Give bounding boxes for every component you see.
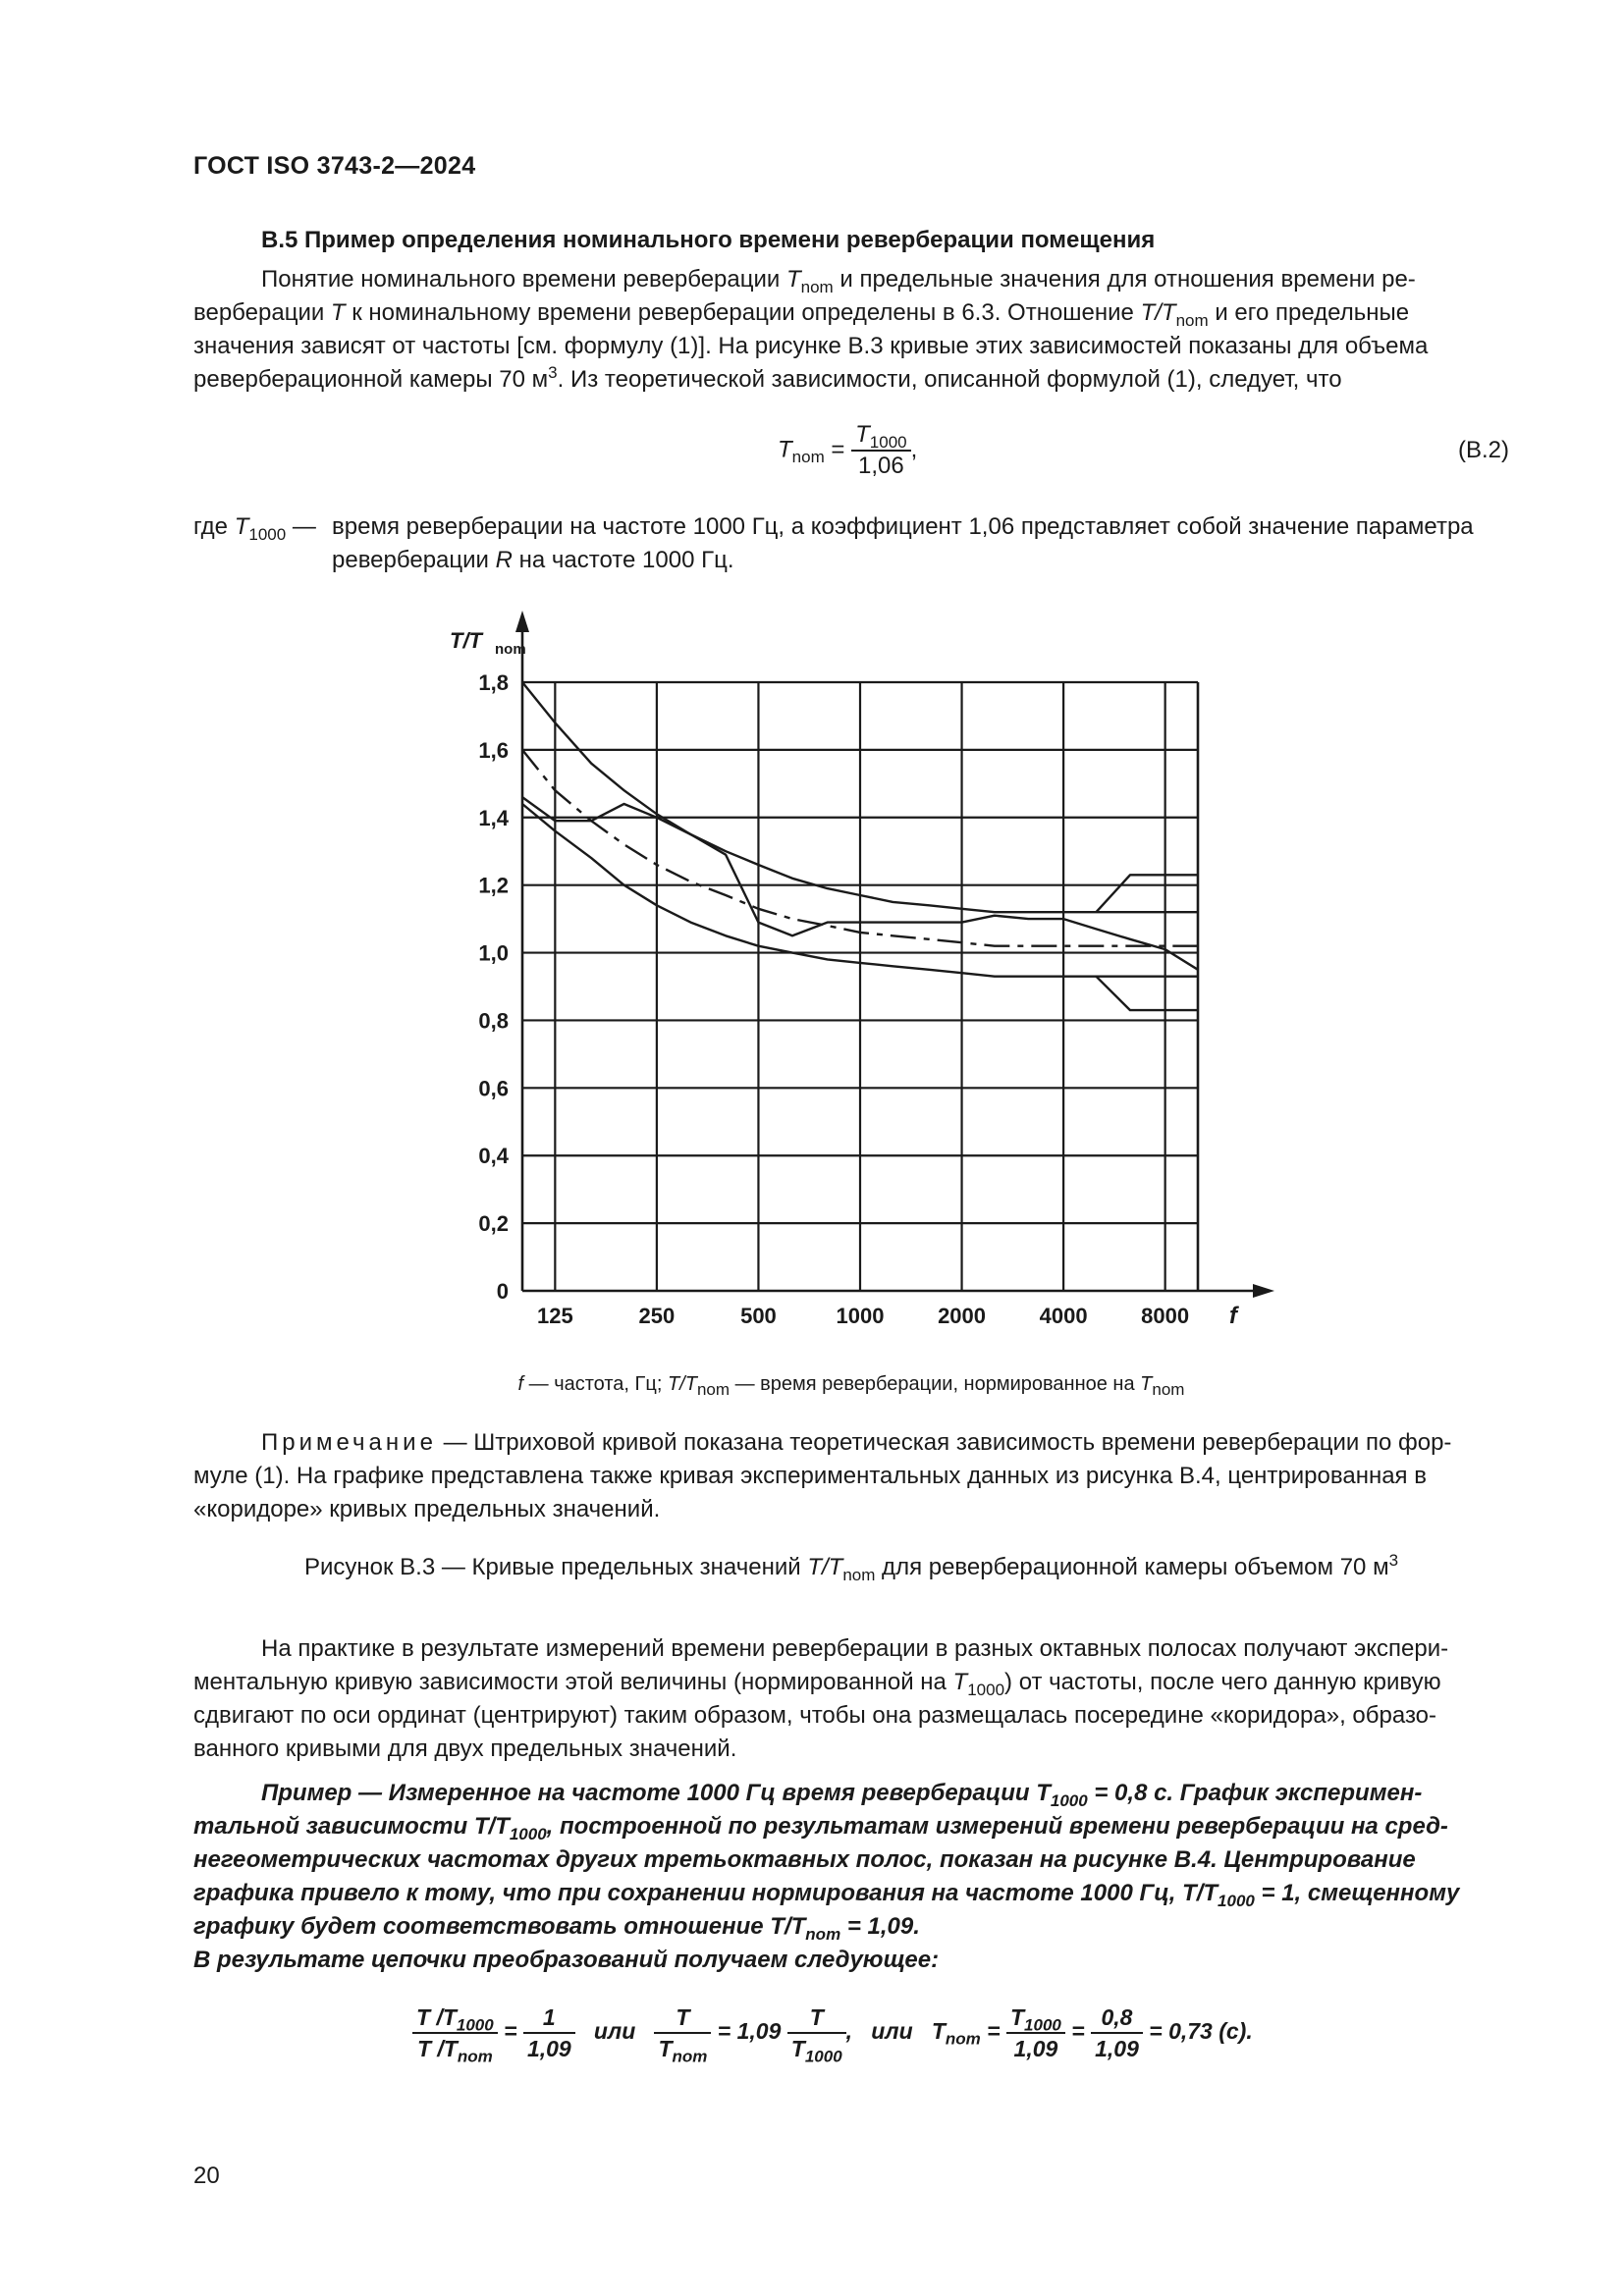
x-tick-label: 250 xyxy=(638,1304,676,1328)
paragraph-practice: На практике в результате измерений времени реверберации в разных октавных полосах получают экспери- ментальную кривую зависимости этой величины (нормированной на $T_{1000}$) от частоты, после чего данную кривую сдвигают по оси ординат (центрируют) таким образом, чтобы она размещалась посередине «коридора», образо- ванного кривыми для двух предельных значений. xyxy=(193,1635,1449,1762)
x-tick-label: 125 xyxy=(536,1304,573,1328)
y-tick-label: 1,4 xyxy=(478,805,509,830)
y-tick-label: 1,6 xyxy=(478,737,509,763)
y-tick-label: 1,8 xyxy=(478,670,509,695)
page-number: 20 xyxy=(193,2163,220,2189)
paragraph-intro: Понятие номинального времени реверберации $T_{nom}$ и предельные значения для отношения времени ре- верберации T к номинальному времени реверберации определены в 6.3. Отношение $T/T_{nom}$ и его предельные значения зависят от частоты [см. формулу (1)]. На рисунке В.3 кривые этих зависимостей показаны для объема реверберационной камеры 70 $м^3$. Из теоретической зависимости, описанной формулой (1), следует, что xyxy=(193,266,1429,393)
document-code: ГОСТ ISO 3743-2—2024 xyxy=(193,152,476,180)
chart-svg xyxy=(412,599,1296,1384)
y-tick-label: 1,2 xyxy=(478,873,509,898)
figure-b3-chart xyxy=(412,599,1296,1384)
y-tick-label: 0 xyxy=(496,1279,509,1304)
figure-note: Примечание — Штриховой кривой показана теоретическая зависимость времени реверберации по фор- муле (1). На графике представлена также кривая экспериментальных данных из рисунка В.4, центрированная в «коридоре» кривых предельных значений. xyxy=(193,1429,1452,1522)
final-formula: $\frac{T /T_{1000}}{T /T_{nom}}$ = $\frac{1}{1,09}$ или $\frac{T}{T_{nom}}$ = 1,09 $\frac{T}{T_{1000}}$ , или $T_{nom}$ = $\frac{T_{1000}}{1,09}$ = $\frac{0,8}{1,09}$ = 0,73 (с). xyxy=(412,2002,1394,2063)
x-tick-label: 500 xyxy=(740,1304,777,1328)
x-axis-label: f xyxy=(1229,1303,1237,1329)
where-clause: где $T_{1000}$ — время реверберации на частоте 1000 Гц, а коэффициент 1,06 представляет собой значение параметра реверберации R на частоте 1000 Гц. xyxy=(193,513,1474,573)
y-tick-label: 1,0 xyxy=(478,940,509,966)
figure-legend: f — частота, Гц; $T/T_{nom}$ — время реверберации, нормированное на $T_{nom}$ xyxy=(517,1373,1185,1399)
x-axis-arrow xyxy=(1253,1284,1274,1298)
series-line xyxy=(1096,977,1198,1010)
x-tick-label: 4000 xyxy=(1039,1304,1088,1328)
y-axis-label: T/T xyxy=(450,628,482,653)
figure-caption: Рисунок В.3 — Кривые предельных значений $T/T_{nom}$ для реверберационной камеры объемом 70 $м^3$ xyxy=(303,1551,1399,1584)
example-block: Пример — Измеренное на частоте 1000 Гц время реверберации $T_{1000} = 0,8$ с. График эксперимен- тальной зависимости $T/T_{1000}$, построенной по результатам измерений времени реверберации на сред- негеометрических частотах других третьоктавных полос, показан на рисунке В.4. Центрирование графика привело к тому, что при сохранении нормирования на частоте 1000 Гц, $T/T_{1000} = 1$, смещенному графику будет соответствовать отношение $T/T_{nom} = 1,09$. В результате цепочки преобразований получаем следующее: xyxy=(193,1780,1460,1973)
y-tick-label: 0,2 xyxy=(478,1211,509,1237)
series-line xyxy=(1096,875,1198,912)
formula-b2: $T_{nom}$ = $\frac{T_{1000}}{1,06}$ , (В.2) xyxy=(778,421,1509,479)
x-tick-label: 2000 xyxy=(938,1304,987,1328)
y-axis-label-sub: nom xyxy=(495,641,526,658)
x-tick-label: 1000 xyxy=(836,1304,885,1328)
y-tick-label: 0,6 xyxy=(478,1076,509,1101)
y-tick-label: 0,4 xyxy=(478,1144,509,1169)
equation-number: (В.2) xyxy=(1457,437,1509,463)
y-tick-label: 0,8 xyxy=(478,1008,509,1034)
x-tick-label: 8000 xyxy=(1141,1304,1190,1328)
y-axis-arrow xyxy=(515,611,529,632)
section-title: В.5 Пример определения номинального времени реверберации помещения xyxy=(261,227,1156,253)
